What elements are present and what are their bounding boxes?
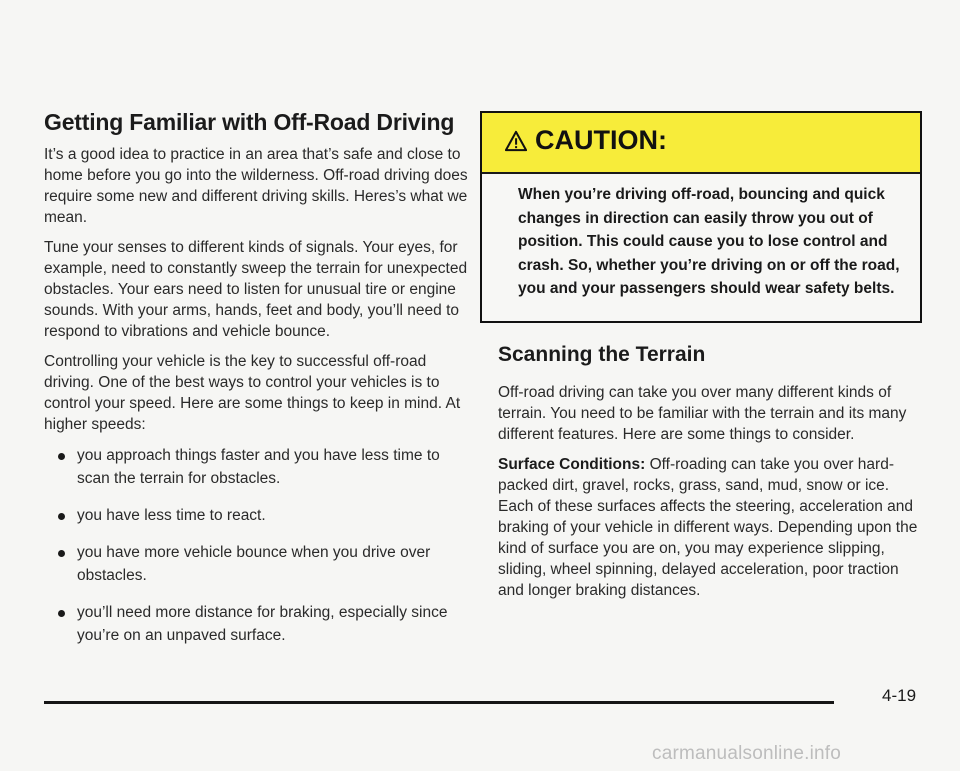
terrain-paragraph: Off-road driving can take you over many different kinds of terrain. You need to be familiar with the terrain and its many different features. Here are some things to consider. [498,384,907,443]
page-number: 4-19 [882,686,917,705]
warning-triangle-icon [505,130,527,152]
bullet-icon [58,453,65,460]
intro-paragraph: It’s a good idea to practice in an area that’s safe and close to home before you go into the wilderness. Off-road driving does require some new and different driving skills. Heres’s what we mean. [44,146,468,226]
bullet-icon [58,550,65,557]
caution-box [480,111,922,323]
senses-paragraph: Tune your senses to different kinds of signals. Your eyes, for example, need to constantly sweep the terrain for unexpected obstacles. Your ears need to listen for unusual tire or engine sounds. With your arms, hands, feet and body, you’ll need to respond to vibrations and vehicle bounce. [44,239,468,340]
speed-bullet-list [44,444,472,647]
surface-paragraph [498,454,926,601]
surface-conditions-label: Surface Conditions: [498,456,646,473]
surface-conditions-text: Off-roading can take you over hard-packed dirt, gravel, rocks, grass, sand, mud, snow or ice. Each of these surfaces affects the steering, acceleration and braking of your vehicle in different ways. Depending upon the kind of surface you are on, you may experience slipping, sliding, wheel spinning, delayed acceleration, poor traction and longer braking distances. [498,456,918,599]
list-item: you have more vehicle bounce when you drive over obstacles. [44,541,472,587]
caution-title [505,125,667,156]
left-column [44,108,472,661]
terrain-heading: Scanning the Terrain [498,343,706,366]
watermark-text: carmanualsonline.info [652,743,842,764]
list-item: you’ll need more distance for braking, especially since you’re on an unpaved surface. [44,601,472,647]
caution-header [482,113,920,174]
caution-text: When you’re driving off-road, bouncing and quick changes in direction can easily throw you out of position. This could cause you to lose control and crash. So, whether you’re driving on or off the road, you and your passengers should wear safety belts. [518,186,900,297]
right-column [498,342,926,610]
list-item: you have less time to react. [44,504,472,527]
list-item: you approach things faster and you have less time to scan the terrain for obstacles. [44,444,472,490]
section-heading: Getting Familiar with Off-Road Driving [44,109,455,135]
footer-rule [44,701,834,704]
bullet-icon [58,610,65,617]
bullet-icon [58,513,65,520]
caution-label: CAUTION: [535,125,667,155]
speed-paragraph: Controlling your vehicle is the key to successful off-road driving. One of the best ways to control your vehicles is to control your speed. Here are some things to keep in mind. At higher speeds: [44,353,461,433]
